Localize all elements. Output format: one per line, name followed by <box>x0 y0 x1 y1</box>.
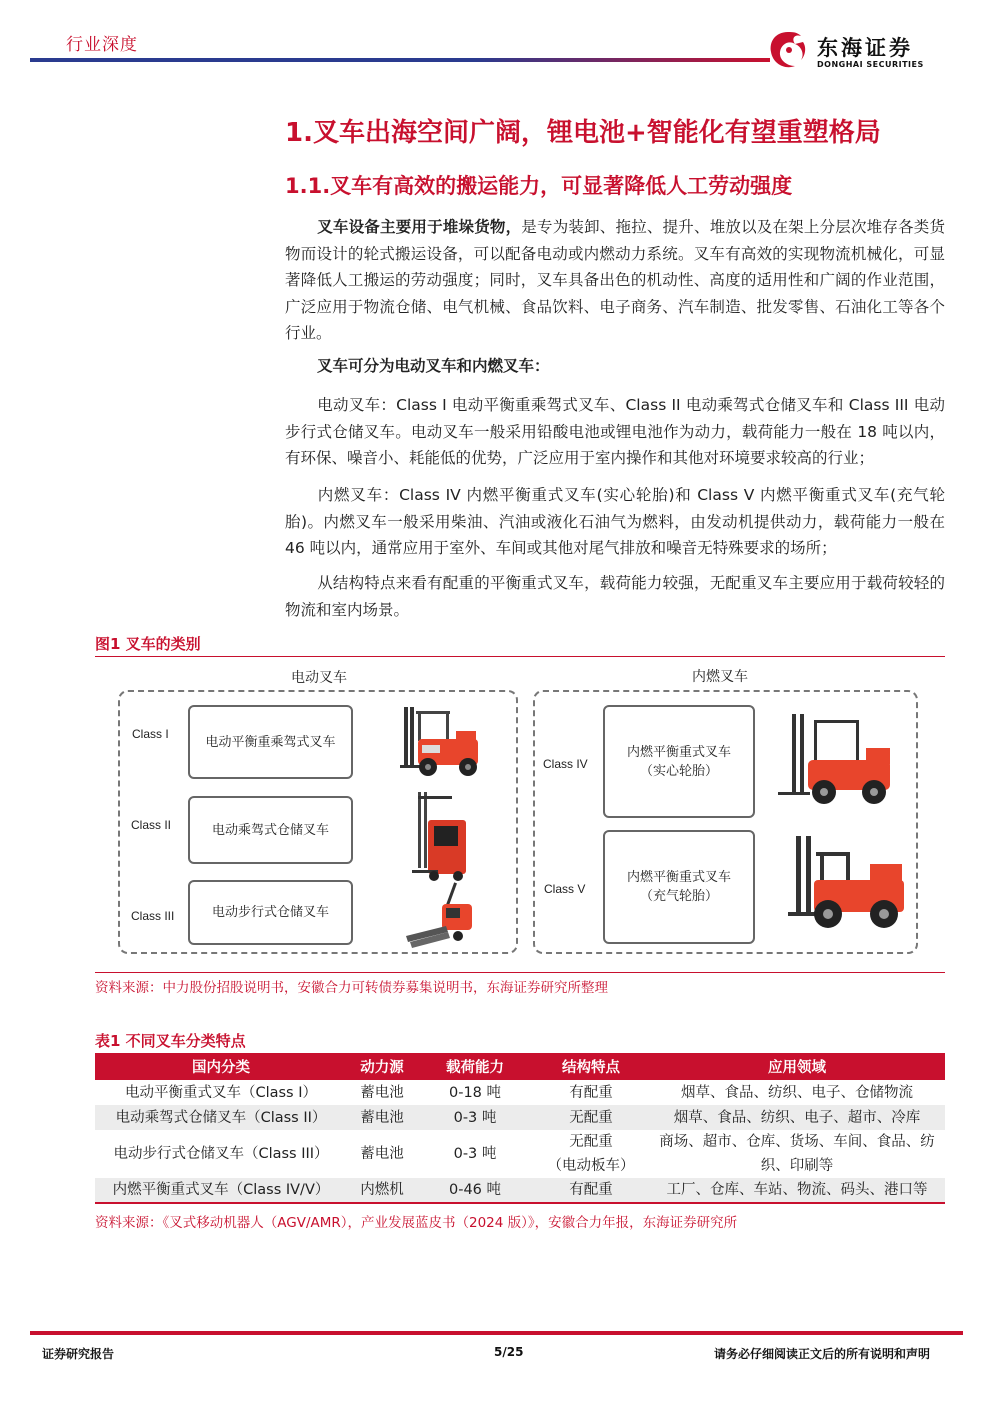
table-row <box>95 1130 945 1178</box>
footer-disclaimer: 请务必仔细阅读正文后的所有说明和声明 <box>714 1347 931 1361</box>
class5-label: Class V <box>544 882 586 896</box>
table-cell: 蓄电池 <box>347 1105 417 1130</box>
class2-forklift-image <box>410 790 472 884</box>
class2-type-box: 电动乘驾式仓储叉车 <box>188 796 353 864</box>
class3-pallet-truck-image <box>402 880 480 948</box>
table-cell: 0-3 吨 <box>453 1146 497 1162</box>
logo-english-name: DONGHAI SECURITIES <box>817 60 924 69</box>
table-cell: 内燃平衡重式叉车（Class IV/V） <box>95 1178 347 1203</box>
table-header-cell: 载荷能力 <box>417 1053 533 1080</box>
table-cell: 有配重 <box>569 1084 613 1101</box>
logo-chinese-name: 东海证券 <box>817 36 913 60</box>
table-header-cell: 结构特点 <box>533 1053 649 1080</box>
electric-group-label: 电动叉车 <box>291 670 347 686</box>
class4-label: Class IV <box>543 757 588 771</box>
table-cell: 烟草、食品、纺织、电子、仓储物流 <box>681 1084 913 1101</box>
paragraph-classification: 叉车可分为电动叉车和内燃叉车： <box>317 357 550 375</box>
paragraph-electric: 电动叉车：Class I 电动平衡重乘驾式叉车、Class II 电动乘驾式仓储叉车和 Class III 电动步行式仓储叉车。电动叉车一般采用铅酸电池或锂电池作为动力，载荷能力一般在 18 吨以内，有环保、噪音小、耗能低的优势，广泛应用于室内操作和其他对环境要求较高的行业； <box>285 396 945 467</box>
table-cell: 无配重 （电动板车） <box>547 1134 635 1174</box>
dragon-logo-icon <box>765 28 811 74</box>
class2-label: Class II <box>131 818 172 832</box>
table-header-row <box>95 1053 945 1080</box>
paragraph-intro-bold: 叉车设备主要用于堆垛货物， <box>317 218 522 236</box>
table-cell: 0-18 吨 <box>448 1084 502 1101</box>
paragraph-intro-text: 是专为装卸、拖拉、提升、堆放以及在架上分层次堆存各类货物而设计的轮式搬运设备，可以配备电动或内燃动力系统。叉车有高效的实现物流机械化，可显著降低人工搬运的劳动强度；同时，叉车具备出色的机动性、高度的适用性和广阔的作业范围，广泛应用于物流仓储、电气机械、食品饮料、电子商务、汽车制造、批发零售、石油化工等各个行业。 <box>285 218 945 342</box>
figure-source: 资料来源：中力股份招股说明书，安徽合力可转债券募集说明书，东海证券研究所整理 <box>95 980 608 996</box>
class5-forklift-image <box>786 834 908 930</box>
class1-type-box: 电动平衡重乘驾式叉车 <box>188 705 353 779</box>
section-heading: 1.叉车出海空间广阔，锂电池+智能化有望重塑格局 <box>285 118 881 148</box>
table-source: 资料来源：《叉式移动机器人（AGV/AMR），产业发展蓝皮书（2024 版）》，安徽合力年报，东海证券研究所 <box>95 1215 738 1231</box>
forklift-classification-table <box>95 1053 945 1204</box>
table-cell: 蓄电池 <box>360 1084 404 1101</box>
table-header-cell: 国内分类 <box>95 1053 347 1080</box>
class4-forklift-image <box>774 712 899 807</box>
donghai-logo <box>765 28 965 78</box>
table-cell: 电动乘驾式仓储叉车（Class II） <box>95 1105 347 1130</box>
report-type-tag: 行业深度 <box>66 35 138 55</box>
table-row <box>95 1080 945 1105</box>
header-divider <box>30 58 770 62</box>
table-cell: 有配重 <box>533 1178 649 1203</box>
class3-type-box: 电动步行式仓储叉车 <box>188 880 353 945</box>
class1-label: Class I <box>132 727 169 741</box>
table-cell: 蓄电池 <box>360 1146 404 1162</box>
footer-divider <box>30 1331 963 1335</box>
figure-bottom-rule <box>95 972 945 973</box>
table-cell: 内燃机 <box>347 1178 417 1203</box>
subsection-heading: 1.1.叉车有高效的搬运能力，可显著降低人工劳动强度 <box>285 174 793 198</box>
footer-report-type: 证券研究报告 <box>42 1347 115 1361</box>
class5-type-box: 内燃平衡重式叉车 （充气轮胎） <box>603 830 755 944</box>
paragraph-intro <box>285 214 945 347</box>
table-cell: 商场、超市、仓库、货场、车间、食品、纺 织、印刷等 <box>659 1134 935 1174</box>
table-cell: 无配重 <box>533 1105 649 1130</box>
table-header-cell: 应用领域 <box>649 1053 945 1080</box>
table-cell: 0-46 吨 <box>417 1178 533 1203</box>
class3-label: Class III <box>131 909 175 923</box>
table-row <box>95 1105 945 1130</box>
table-cell: 电动步行式仓储叉车（Class III） <box>113 1146 329 1162</box>
table-header-cell: 动力源 <box>347 1053 417 1080</box>
table-cell: 烟草、食品、纺织、电子、超市、冷库 <box>649 1105 945 1130</box>
table-cell: 工厂、仓库、车站、物流、码头、港口等 <box>649 1178 945 1203</box>
paragraph-combustion: 内燃叉车：Class IV 内燃平衡重式叉车(实心轮胎)和 Class V 内燃平衡重式叉车(充气轮胎)。内燃叉车一般采用柴油、汽油或液化石油气为燃料，由发动机提供动力，载荷能力一般在 46 吨以内，通常应用于室外、车间或其他对尾气排放和噪音无特殊要求的场所； <box>285 486 945 557</box>
table-title: 表1 不同叉车分类特点 <box>95 1032 246 1050</box>
table-row <box>95 1178 945 1203</box>
class1-forklift-image <box>398 703 486 781</box>
table-cell: 0-3 吨 <box>417 1105 533 1130</box>
figure-top-rule <box>95 656 945 657</box>
combustion-group-label: 内燃叉车 <box>692 669 748 685</box>
paragraph-structure: 从结构特点来看有配重的平衡重式叉车，载荷能力较强，无配重叉车主要应用于载荷较轻的物流和室内场景。 <box>285 574 945 619</box>
page-number: 5/25 <box>494 1345 524 1359</box>
table-cell: 电动平衡重式叉车（Class I） <box>124 1084 318 1101</box>
figure-title: 图1 叉车的类别 <box>95 635 201 653</box>
class4-type-box: 内燃平衡重式叉车 （实心轮胎） <box>603 705 755 818</box>
